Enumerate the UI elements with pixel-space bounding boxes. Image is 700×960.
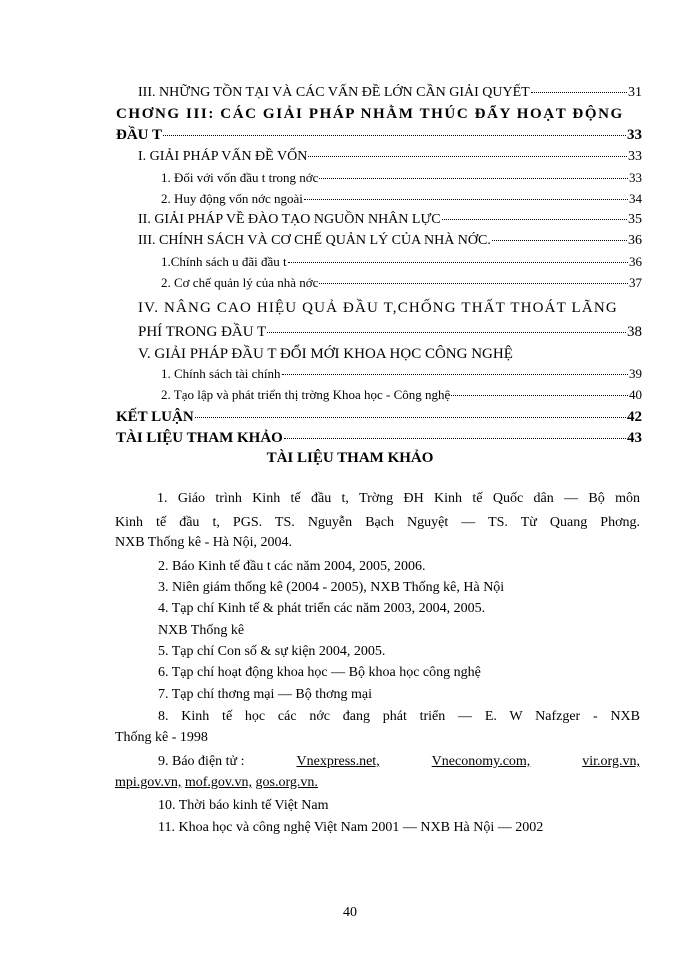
- link-vneconomy[interactable]: Vneconomy.com,: [431, 754, 531, 769]
- reference-item: 8. Kinh tế học các nớc đang phát triển — E. W Nafzger - NXB: [158, 709, 640, 724]
- toc-entry: IV. NÂNG CAO HIỆU QUẢ ĐẦU T,CHỐNG THẤT THOÁT LÃNG: [138, 300, 618, 316]
- reference-item-cont: NXB Thống kê: [158, 623, 245, 638]
- toc-entry: 1.Chính sách u đãi đầu t 36: [161, 254, 642, 269]
- toc-entry: V. GIẢI PHÁP ĐẦU T ĐỔI MỚI KHOA HỌC CÔNG NGHỆ: [138, 346, 513, 362]
- toc-entry: 2. Huy động vốn nớc ngoài 34: [161, 191, 642, 206]
- toc-entry: III. CHÍNH SÁCH VÀ CƠ CHẾ QUẢN LÝ CỦA NHÀ NỚC. 36: [138, 233, 642, 248]
- reference-item: 1. Giáo trình Kinh tế đầu t, Trờng ĐH Kinh tế Quốc dân — Bộ môn: [157, 491, 640, 506]
- toc-entry-chapter: CHƠNG III: CÁC GIẢI PHÁP NHẰM THÚC ĐẨY HOẠT ĐỘNG: [116, 106, 624, 122]
- link-mof[interactable]: mof.gov.vn,: [184, 775, 253, 790]
- toc-entry: TÀI LIỆU THAM KHẢO 43: [116, 430, 642, 446]
- reference-item: 10. Thời báo kinh tế Việt Nam: [158, 798, 329, 813]
- link-mpi[interactable]: mpi.gov.vn,: [115, 775, 182, 790]
- toc-entry: ĐẦU T 33: [116, 127, 642, 143]
- link-vnexpress[interactable]: Vnexpress.net,: [296, 754, 380, 769]
- toc-entry: 1. Chính sách tài chính 39: [161, 366, 642, 381]
- reference-item: 11. Khoa học và công nghệ Việt Nam 2001 — NXB Hà Nội — 2002: [158, 820, 544, 835]
- reference-item: 4. Tạp chí Kinh tế & phát triển các năm 2003, 2004, 2005.: [158, 601, 486, 616]
- toc-entry: II. GIẢI PHÁP VỀ ĐÀO TẠO NGUỒN NHÂN LỰC 35: [138, 212, 642, 227]
- link-vir[interactable]: vir.org.vn,: [582, 754, 640, 769]
- link-gos[interactable]: gos.org.vn.: [255, 775, 318, 790]
- toc-entry: 2. Cơ chế quản lý của nhà nớc 37: [161, 275, 642, 290]
- page-number: 40: [343, 905, 357, 920]
- toc-entry: PHÍ TRONG ĐẦU T 38: [138, 324, 642, 340]
- reference-item: 2. Báo Kinh tế đầu t các năm 2004, 2005, 2006.: [158, 559, 426, 574]
- reference-item: 3. Niên giám thống kê (2004 - 2005), NXB Thống kê, Hà Nội: [158, 580, 505, 595]
- reference-item-cont: Kinh tế đầu t, PGS. TS. Nguyễn Bạch Nguyệt — TS. Từ Quang Phơng.: [115, 515, 640, 530]
- reference-item-cont: Thống kê - 1998: [115, 730, 208, 745]
- reference-item: 6. Tạp chí hoạt động khoa học — Bộ khoa học công nghệ: [158, 665, 481, 680]
- reference-item: 7. Tạp chí thơng mại — Bộ thơng mại: [158, 687, 373, 702]
- reference-item: 5. Tạp chí Con số & sự kiện 2004, 2005.: [158, 644, 386, 659]
- toc-entry: 1. Đối với vốn đầu t trong nớc 33: [161, 170, 642, 185]
- toc-entry: III. NHỮNG TỒN TẠI VÀ CÁC VẤN ĐỀ LỚN CẦN GIẢI QUYẾT 31: [138, 85, 642, 100]
- references-title: TÀI LIỆU THAM KHẢO: [266, 450, 434, 466]
- toc-entry: I. GIẢI PHÁP VẤN ĐỀ VỐN 33: [138, 149, 642, 164]
- toc-entry: KẾT LUẬN 42: [116, 409, 642, 425]
- reference-item-cont: [115, 773, 640, 793]
- reference-item: 9. Báo điện tử : Vnexpress.net, Vneconomy.com, vir.org.vn,: [158, 752, 640, 772]
- reference-item-cont: NXB Thống kê - Hà Nội, 2004.: [115, 535, 293, 550]
- toc-entry: 2. Tạo lập và phát triển thị trờng Khoa học - Công nghệ 40: [161, 387, 642, 402]
